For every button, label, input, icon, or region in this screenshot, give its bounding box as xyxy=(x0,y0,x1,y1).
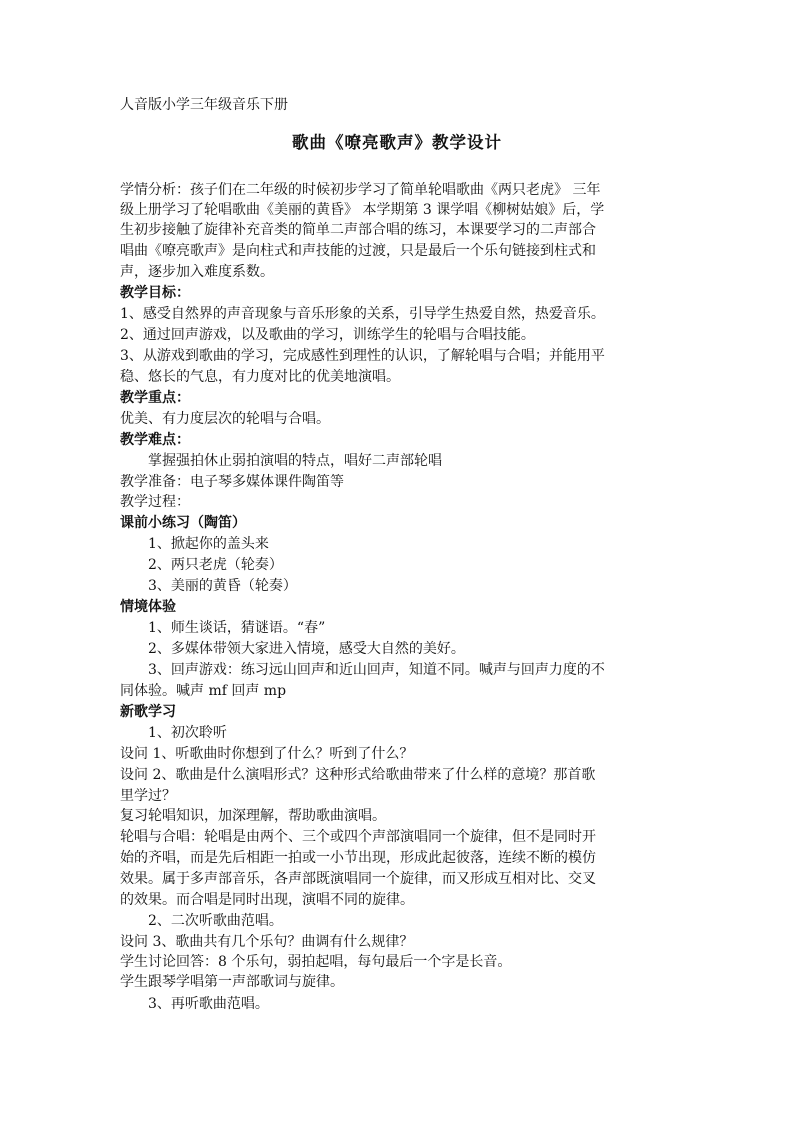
discussion-line: 学生讨论回答：8 个乐句，弱拍起唱，每句最后一个字是长音。 xyxy=(120,954,512,970)
process-line: 教学过程： xyxy=(120,494,190,510)
follow-line: 学生跟琴学唱第一声部歌词与旋律。 xyxy=(120,974,344,990)
question-3: 设问 3、歌曲共有几个乐句？曲调有什么规律？ xyxy=(120,934,414,950)
analysis-line: 生初步接触了旋律补充音类的简单二声部合唱的练习，本课要学习的二声部合 xyxy=(120,222,596,238)
explain-line: 始的齐唱，而是先后相距一拍或一小节出现，形成此起彼落，连续不断的模仿 xyxy=(120,850,596,866)
warmup-heading: 课前小练习（陶笛） xyxy=(120,515,246,531)
scenario-item: 2、多媒体带领大家进入情境，感受大自然的美好。 xyxy=(148,641,465,657)
goal-item: 稳、悠长的气息，有力度对比的优美地演唱。 xyxy=(120,369,400,385)
goal-item: 3、从游戏到歌曲的学习，完成感性到理性的认识，了解轮唱与合唱；并能用平 xyxy=(120,348,605,364)
review-line: 复习轮唱知识，加深理解，帮助歌曲演唱。 xyxy=(120,808,386,824)
analysis-line: 唱曲《嘹亮歌声》是向柱式和声技能的过渡，只是最后一个乐句链接到柱式和 xyxy=(120,243,596,259)
warmup-item: 1、掀起你的盖头来 xyxy=(148,536,269,552)
key-points-heading: 教学重点： xyxy=(120,390,190,406)
scenario-item: 1、师生谈话，猜谜语。“春” xyxy=(148,620,326,636)
page-title: 歌曲《嘹亮歌声》教学设计 xyxy=(292,133,502,152)
scenario-continuation: 同体验。喊声 mf 回声 mp xyxy=(120,683,287,699)
goals-heading: 教学目标： xyxy=(120,285,190,301)
question-2-line: 里学过？ xyxy=(120,788,176,804)
new-song-heading: 新歌学习 xyxy=(120,704,176,720)
header-line: 人音版小学三年级音乐下册 xyxy=(120,97,288,113)
scenario-heading: 情境体验 xyxy=(120,599,176,615)
goal-item: 2、通过回声游戏，以及歌曲的学习，训练学生的轮唱与合唱技能。 xyxy=(120,327,535,343)
third-listen: 3、再听歌曲范唱。 xyxy=(148,996,269,1012)
difficulties-heading: 教学难点： xyxy=(120,432,190,448)
analysis-line: 级上册学习了轮唱歌曲《美丽的黄昏》 本学期第 3 课学唱《柳树姑娘》后，学 xyxy=(120,202,605,218)
first-listen: 1、初次聆听 xyxy=(148,725,227,741)
warmup-item: 3、美丽的黄昏（轮奏） xyxy=(148,578,297,594)
second-listen: 2、二次听歌曲范唱。 xyxy=(148,913,283,929)
prep-line: 教学准备：电子琴多媒体课件陶笛等 xyxy=(120,474,344,490)
difficulties-text: 掌握强拍休止弱拍演唱的特点，唱好二声部轮唱 xyxy=(148,453,442,469)
scenario-item: 3、回声游戏：练习远山回声和近山回声，知道不同。喊声与回声力度的不 xyxy=(148,662,605,678)
key-points-text: 优美、有力度层次的轮唱与合唱。 xyxy=(120,411,330,427)
goal-item: 1、感受自然界的声音现象与音乐形象的关系，引导学生热爱自然，热爱音乐。 xyxy=(120,306,605,322)
question-1: 设问 1、听歌曲时你想到了什么？听到了什么？ xyxy=(120,746,414,762)
explain-line: 效果。属于多声部音乐，各声部既演唱同一个旋律，而又形成互相对比、交叉 xyxy=(120,871,596,887)
question-2-line: 设问 2、歌曲是什么演唱形式？这种形式给歌曲带来了什么样的意境？那首歌 xyxy=(120,767,596,783)
warmup-item: 2、两只老虎（轮奏） xyxy=(148,557,283,573)
analysis-line: 声，逐步加入难度系数。 xyxy=(120,264,274,280)
explain-line: 轮唱与合唱：轮唱是由两个、三个或四个声部演唱同一个旋律，但不是同时开 xyxy=(120,829,596,845)
analysis-line: 学情分析：孩子们在二年级的时候初步学习了简单轮唱歌曲《两只老虎》 三年 xyxy=(120,182,601,198)
explain-line: 的效果。而合唱是同时出现，演唱不同的旋律。 xyxy=(120,892,414,908)
